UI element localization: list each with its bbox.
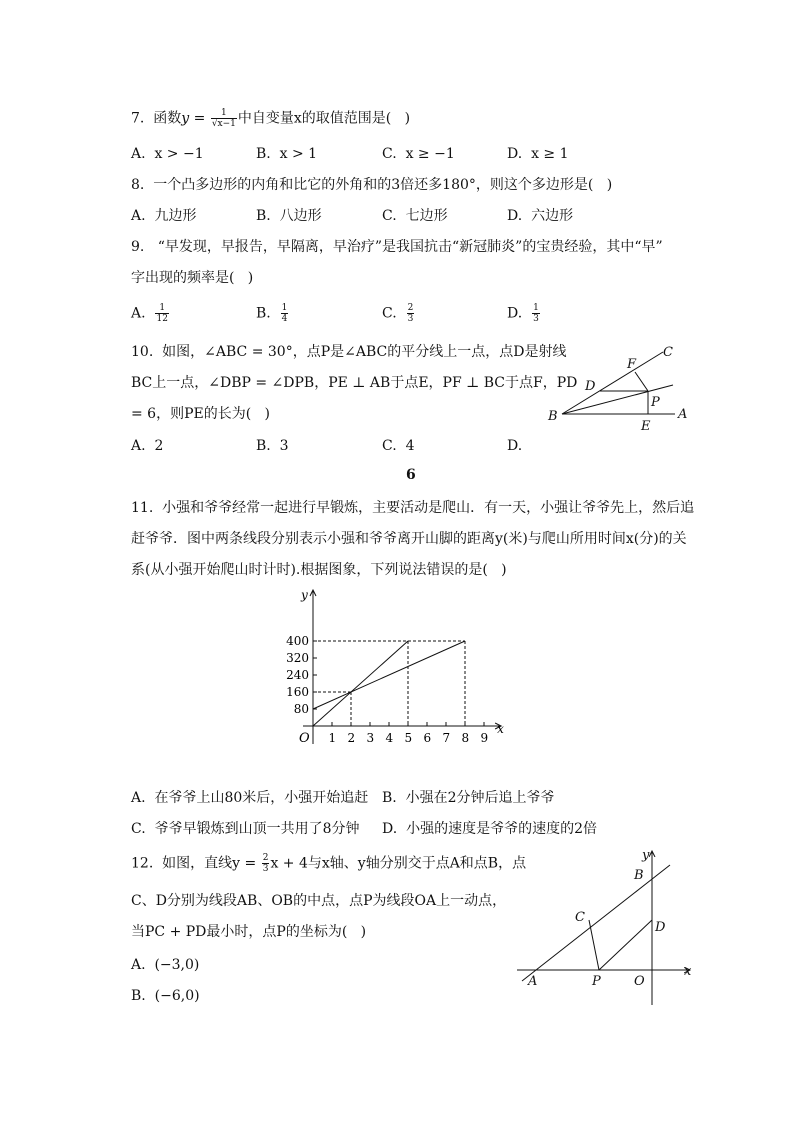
q9-d-num: 1 — [533, 303, 539, 313]
q10-option-c: C. 4 — [382, 438, 415, 454]
q7-fraction — [211, 108, 237, 129]
q12-figure — [512, 845, 712, 1015]
q11-stem-line2: 赶爷爷．图中两条线段分别表示小强和爷爷离开山脚的距离y(米)与爬山所用时间x(分)的关 — [131, 531, 687, 547]
q7-stem-suffix: 中自变量x的取值范围是( ) — [237, 110, 411, 127]
q12-label-p: P — [592, 974, 601, 989]
x-tick-label: 5 — [404, 731, 413, 745]
q8-option-c: C. 七边形 — [382, 208, 448, 224]
q7-func-lhs: y = — [181, 110, 210, 127]
q12-fraction — [262, 853, 270, 874]
q9-b-den: 4 — [281, 314, 288, 324]
q10-option-d-value: 6 — [406, 467, 416, 483]
q9-option-d — [507, 303, 541, 324]
q12-seg-pd — [599, 920, 652, 970]
q10-stem-line2: BC上一点，∠DBP = ∠DPB，PE ⊥ AB于点E，PF ⊥ BC于点F，PD — [131, 375, 578, 391]
q9-stem-line2: 字出现的频率是( ) — [131, 270, 254, 286]
y-tick-label: 320 — [286, 651, 309, 665]
x-tick-label: 3 — [366, 731, 375, 745]
q7-frac-den: √x−1 — [211, 119, 236, 129]
q12-label-d: D — [655, 920, 666, 935]
y-tick-label: 80 — [293, 702, 309, 716]
q11-option-b: B. 小强在2分钟后追上爷爷 — [382, 790, 555, 806]
q10-label-e: E — [641, 419, 651, 434]
q9-b-num: 1 — [281, 303, 288, 313]
q12-stem-line1 — [131, 853, 526, 874]
q12-label-x: x — [684, 964, 692, 979]
y-tick-label: 240 — [286, 668, 309, 682]
q11-chart — [275, 585, 515, 755]
x-tick-label: 2 — [347, 731, 356, 745]
q10-label-f: F — [627, 357, 637, 372]
q10-option-b: B. 3 — [256, 438, 289, 454]
q7-number-and-prefix: 7. 函数 — [131, 110, 182, 127]
q12-label-a: A — [528, 974, 538, 989]
x-tick-label: 6 — [423, 731, 432, 745]
x-axis-label: x — [497, 722, 504, 736]
q8-option-a: A. 九边形 — [131, 208, 197, 224]
q7-option-b: B. x > 1 — [256, 146, 318, 162]
q12-label-o: O — [634, 974, 645, 989]
q12-stem-line2: C、D分别为线段AB、OB的中点，点P为线段OA上一动点， — [131, 893, 507, 909]
q10-seg-pf — [635, 372, 648, 391]
q9-a-num: 1 — [155, 303, 168, 314]
series-line-2 — [313, 641, 465, 709]
q8-option-d: D. 六边形 — [507, 208, 574, 224]
q10-label-d: D — [585, 379, 596, 394]
q9-option-b-label: B. — [256, 305, 271, 322]
q10-label-c: C — [663, 345, 673, 360]
q7-stem — [131, 108, 410, 129]
q12-line-ab — [522, 865, 670, 981]
q9-a-den: 12 — [156, 314, 168, 324]
x-tick-label: 9 — [480, 731, 489, 745]
y-axis-label: y — [301, 588, 308, 602]
q11-option-a: A. 在爷爷上山80米后，小强开始追赶 — [131, 790, 369, 806]
q11-stem-line3: 系(从小强开始爬山时计时).根据图象，下列说法错误的是( ) — [131, 562, 507, 578]
q9-option-c-fraction — [407, 303, 415, 324]
q12-seg-cp — [589, 920, 599, 970]
q9-option-d-label: D. — [507, 305, 523, 322]
q10-label-b: B — [548, 409, 558, 424]
x-tick-label: 1 — [328, 731, 337, 745]
q9-option-a-fraction — [155, 303, 168, 324]
q12-label-b: B — [634, 868, 644, 883]
q10-option-d: D. — [507, 438, 523, 454]
q11-option-c: C. 爷爷早锻炼到山顶一共用了8分钟 — [131, 821, 360, 837]
q12-frac-den: 3 — [262, 864, 269, 874]
y-tick-label: 160 — [286, 685, 309, 699]
q9-stem-line1: 9. “早发现，早报告，早隔离，早治疗”是我国抗击“新冠肺炎”的宝贵经验，其中“早” — [131, 239, 663, 255]
q7-option-c: C. x ≥ −1 — [382, 146, 455, 162]
q7-frac-num: 1 — [211, 108, 237, 119]
q10-stem-line3: = 6，则PE的长为( ) — [131, 406, 271, 422]
q11-option-d: D. 小强的速度是爷爷的速度的2倍 — [382, 821, 597, 837]
q9-option-c — [382, 303, 415, 324]
q11-stem-line1: 11. 小强和爷爷经常一起进行早锻炼，主要活动是爬山．有一天，小强让爷爷先上，然后追 — [131, 500, 695, 516]
y-tick-label: 400 — [286, 634, 309, 648]
x-tick-label: 8 — [461, 731, 470, 745]
q10-label-p: P — [651, 395, 660, 410]
q9-option-a — [131, 303, 170, 324]
q7-option-d: D. x ≥ 1 — [507, 146, 569, 162]
q12-label-c: C — [575, 910, 585, 925]
q10-figure — [545, 340, 705, 440]
q12-option-b: B. (−6,0) — [131, 988, 200, 1004]
q12-stem-suffix: x + 4与x轴、y轴分别交于点A和点B，点 — [270, 855, 527, 872]
q12-frac-num: 2 — [262, 853, 269, 863]
q9-c-num: 2 — [407, 303, 414, 313]
q9-option-b — [256, 303, 289, 324]
q8-option-b: B. 八边形 — [256, 208, 322, 224]
q12-stem-line3: 当PC + PD最小时，点P的坐标为( ) — [131, 924, 367, 940]
q12-option-a: A. (−3,0) — [131, 957, 200, 973]
origin-label: O — [299, 731, 310, 746]
q12-stem-prefix: 12. 如图，直线y = — [131, 855, 261, 872]
q9-option-a-label: A. — [131, 305, 146, 322]
q9-option-c-label: C. — [382, 305, 397, 322]
q9-d-den: 3 — [533, 314, 539, 324]
q10-stem-line1: 10. 如图，∠ABC = 30°，点P是∠ABC的平分线上一点，点D是射线 — [131, 344, 567, 360]
q10-label-a: A — [678, 407, 688, 422]
q8-stem: 8. 一个凸多边形的内角和比它的外角和的3倍还多180°，则这个多边形是( ) — [131, 177, 613, 193]
q9-option-d-fraction — [532, 303, 540, 324]
q12-label-y: y — [642, 848, 650, 863]
x-tick-label: 7 — [442, 731, 451, 745]
x-tick-label: 4 — [385, 731, 394, 745]
q9-c-den: 3 — [407, 314, 414, 324]
series-line-1 — [313, 641, 408, 726]
q10-option-a: A. 2 — [131, 438, 164, 454]
q9-option-b-fraction — [281, 303, 289, 324]
q7-option-a: A. x > −1 — [131, 146, 204, 162]
